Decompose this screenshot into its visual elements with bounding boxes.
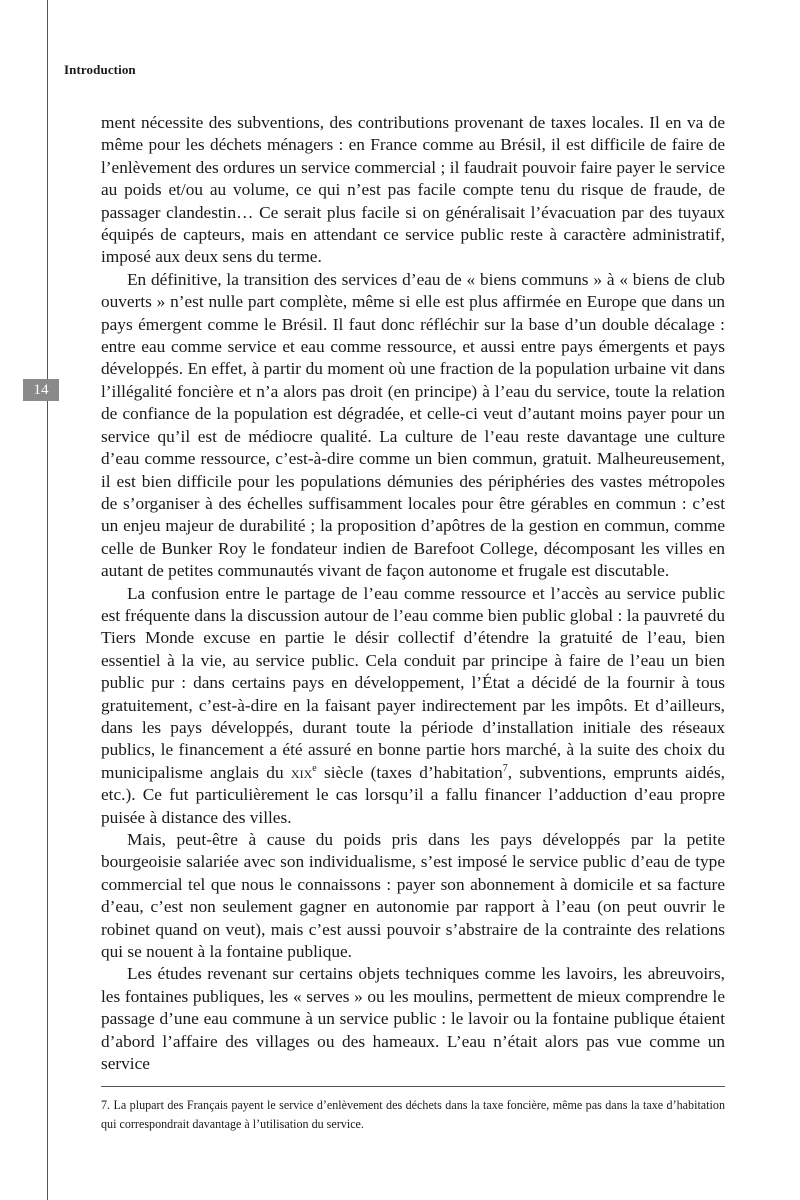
footnote-7: 7. La plupart des Français payent le service d’enlèvement des déchets dans la taxe foncière, même pas dans la taxe d’habitation qui correspondrait davantage à l’utilisation du service. — [101, 1098, 725, 1131]
page-number: 14 — [23, 379, 59, 401]
footnote-ref-7[interactable]: 7 — [502, 763, 508, 775]
century-superscript: e — [312, 763, 317, 775]
paragraph-2: En définitive, la transition des services d’eau de « biens communs » à « biens de club ouverts » n’est nulle part complète, même si elle est plus affirmée en Europe que dans un pays émergent comme le Brésil. Il faut donc réfléchir sur la base d’un double décalage : entre eau comme service et eau comme ressource, et aussi entre pays émergents et pays développés. En effet, à partir du moment où une fraction de la population urbaine vit dans l’illégalité foncière et n’a alors pas droit (en principe) à l’eau du service, toute la relation de confiance de la population est dégradée, et celle-ci veut d’autant moins payer pour un service qu’il est de médiocre qualité. La culture de l’eau reste davantage une culture d’eau comme ressource, c’est-à-dire comme un bien commun, gratuit. Malheureusement, il est bien difficile pour les populations démunies des périphéries des vastes métropoles de s’organiser à des échelles suffisamment locales pour être gérables en commun : c’est un enjeu majeur de durabilité ; la proposition d’apôtres de la gestion en commun, comme celle de Bunker Roy le fondateur indien de Barefoot College, décomposant les villes en autant de petites communautés vivant de façon autonome et frugale est discutable. — [101, 269, 725, 581]
paragraph-3-part-a: La confusion entre le partage de l’eau comme ressource et l’accès au service public est fréquente dans la discussion autour de l’eau comme bien public global : la pauvreté du Tiers Monde excuse en partie le désir collectif d’étendre la gratuité de l’eau, bien essentiel à la vie, au service public. Cela conduit par principe à faire de l’eau un bien public pur : dans certains pays en développement, l’État a décidé de la fournir à tous gratuitement, c’est-à-dire en la faisant payer indirectement par les impôts. Et d’ailleurs, dans les pays développés, durant toute la période d’installation initiale des réseaux publics, le financement a été assuré en bonne partie hors marché, à la suite des choix du municipalisme anglais du — [101, 583, 725, 782]
paragraph-3 — [101, 583, 725, 829]
paragraph-5: Les études revenant sur certains objets techniques comme les lavoirs, les abreuvoirs, les fontaines publiques, les « serves » ou les moulins, permettent de mieux comprendre le passage d’une eau commune à un service public : le lavoir ou la fontaine publique étaient d’abord l’affaire des villages ou des hameaux. L’eau n’était alors pas vue comme un service — [101, 964, 725, 1074]
paragraph-1: ment nécessite des subventions, des contributions provenant de taxes locales. Il en va de même pour les déchets ménagers : en France comme au Brésil, il est difficile de faire de l’enlèvement des ordures un service commercial ; il faudrait pouvoir faire payer le service au poids et/ou au volume, ce qui n’est pas facile compte tenu du risque de fraude, de passager clandestin… Ce serait plus facile si on généralisait l’évacuation par des tuyaux équipés de capteurs, mais en attendant ce service public reste à caractère administratif, imposé aux deux sens du terme. — [101, 113, 725, 267]
footnote-divider — [101, 1086, 725, 1087]
paragraph-3-part-b: siècle (taxes d’habitation — [316, 762, 503, 782]
running-head: Introduction — [64, 62, 136, 77]
century-numeral: xix — [290, 762, 313, 782]
left-margin-rule — [47, 0, 48, 1200]
body-text — [101, 112, 725, 1075]
paragraph-4: Mais, peut-être à cause du poids pris dans les pays développés par la petite bourgeoisie salariée avec son individualisme, s’est imposé le service public d’eau de type commercial tel que nous le connaissons : payer son abonnement à domicile et sa facture d’eau, c’est non seulement gagner en autonomie par rapport à l’eau (on peut ouvrir le robinet quand on veut), mais c’est aussi pouvoir s’abstraire de la contrainte des relations qui se nouent à la fontaine publique. — [101, 830, 725, 962]
paragraph-3-part-c: , subventions, emprunts aidés, etc.). Ce fut particulièrement le cas lorsqu’il a fallu financer l’adduction d’eau propre puisée à distance des villes. — [101, 762, 725, 827]
